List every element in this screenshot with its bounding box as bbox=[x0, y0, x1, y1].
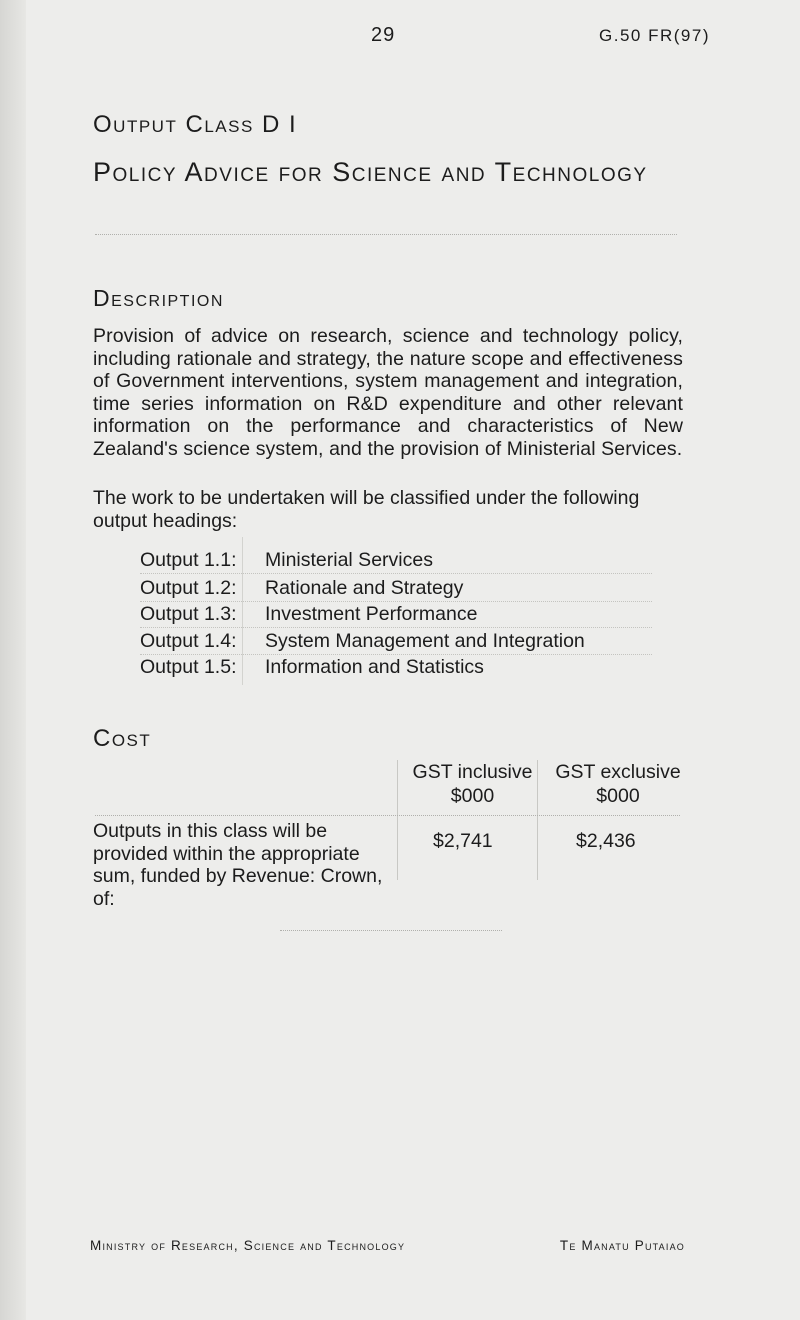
column-separator bbox=[397, 760, 398, 880]
row-rule bbox=[140, 601, 652, 602]
gst-exclusive-unit: $000 bbox=[596, 785, 640, 807]
cost-description: Outputs in this class will be provided within the appropriate sum, funded by Revenue: Crown, of: bbox=[93, 820, 383, 910]
row-rule bbox=[140, 654, 652, 655]
page-title: Policy Advice for Science and Technology bbox=[93, 157, 648, 187]
amount-gst-exclusive: $2,436 bbox=[576, 830, 636, 852]
output-list-separator bbox=[242, 537, 243, 685]
amount-gst-inclusive: $2,741 bbox=[433, 830, 493, 852]
output-name: System Management and Integration bbox=[265, 630, 585, 652]
scan-edge bbox=[0, 0, 26, 1320]
footer-ministry-name: Ministry of Research, Science and Technology bbox=[90, 1238, 406, 1253]
document-reference: G.50 FR(97) bbox=[599, 26, 710, 45]
divider bbox=[280, 930, 502, 931]
column-separator bbox=[537, 760, 538, 880]
output-name: Information and Statistics bbox=[265, 656, 484, 678]
gst-inclusive-label: GST inclusive bbox=[412, 761, 533, 783]
output-class-title: Output Class D I bbox=[93, 111, 298, 138]
output-number: Output 1.5: bbox=[140, 656, 237, 678]
output-name: Rationale and Strategy bbox=[265, 577, 464, 599]
cost-heading: Cost bbox=[93, 725, 152, 752]
output-number: Output 1.3: bbox=[140, 603, 237, 625]
divider bbox=[95, 234, 677, 235]
output-number: Output 1.1: bbox=[140, 549, 237, 571]
divider bbox=[95, 815, 680, 816]
output-number: Output 1.2: bbox=[140, 577, 237, 599]
gst-inclusive-header bbox=[410, 760, 535, 808]
work-classification-text: The work to be undertaken will be classified under the following output headings: bbox=[93, 487, 640, 532]
page-number: 29 bbox=[371, 24, 396, 46]
output-name: Ministerial Services bbox=[265, 549, 433, 571]
row-rule bbox=[140, 627, 652, 628]
gst-exclusive-label: GST exclusive bbox=[555, 761, 681, 783]
gst-inclusive-unit: $000 bbox=[450, 785, 495, 807]
row-rule bbox=[140, 573, 652, 574]
description-heading: Description bbox=[93, 285, 224, 311]
footer-maori-name: Te Manatu Putaiao bbox=[559, 1238, 685, 1253]
description-text: Provision of advice on research, science and technology policy, including rationale and strategy, the nature scope and effectiveness of Government interventions, system management and integration, time series information on R&D expenditure and other relevant information on the performance and characteristics of New Zealand's science system, and the provision of Ministerial Services. bbox=[93, 325, 683, 460]
output-name: Investment Performance bbox=[265, 603, 478, 625]
output-number: Output 1.4: bbox=[140, 630, 237, 652]
gst-exclusive-header bbox=[548, 760, 688, 808]
